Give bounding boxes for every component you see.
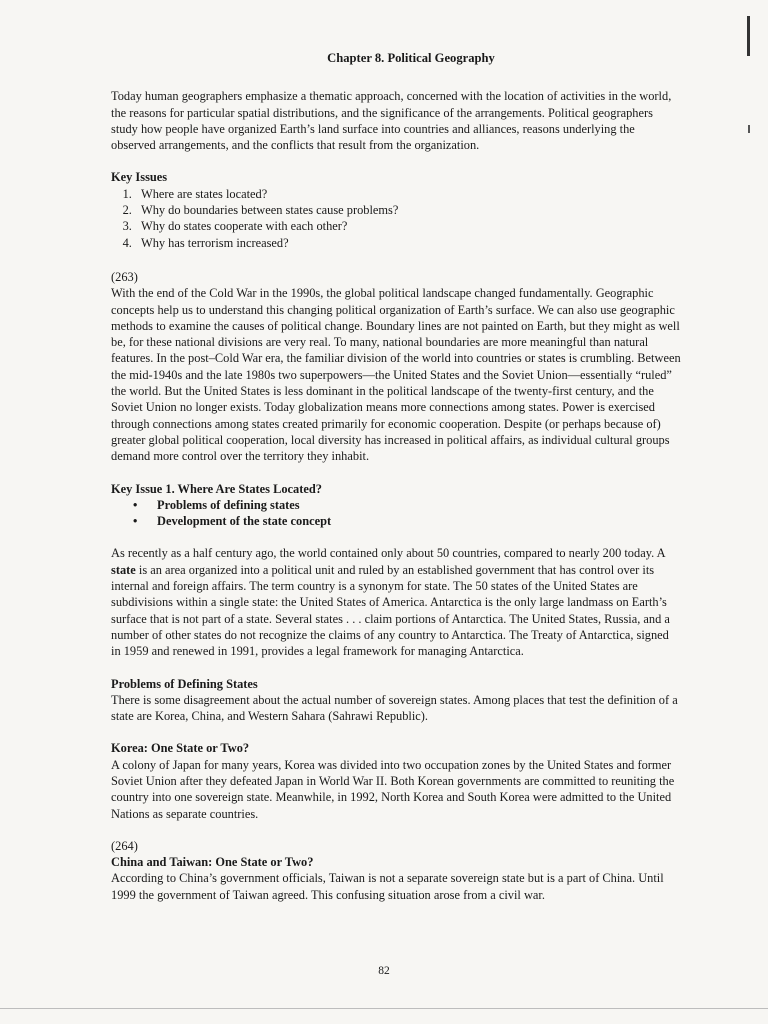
state-term: state	[111, 562, 136, 577]
page-ref-264: (264)	[111, 838, 138, 853]
chapter-title: Chapter 8. Political Geography	[327, 51, 495, 65]
scan-edge-mark-small	[748, 125, 750, 133]
china-text: According to China’s government officials, Taiwan is not a separate sovereign state but is a part of China. Until 1999 the government of Taiwan agreed. This confusing situation arose from a civil war.	[111, 871, 664, 902]
key-issues-heading: Key Issues	[111, 170, 168, 185]
bottom-rule	[0, 1008, 768, 1009]
bullet-item: • Development of the state concept	[133, 513, 681, 529]
key-issues-section	[111, 169, 681, 250]
problems-section	[111, 676, 681, 725]
key-issue-1-section	[111, 481, 681, 530]
korea-text: A colony of Japan for many years, Korea was divided into two occupation zones by the United States and former Soviet Union after they defeated Japan in World War II. Both Korean governments are committed to reuniting the country into one sovereign state. Meanwhile, in 1992, North Korea and South Korea were admitted to the United Nations as separate countries.	[111, 757, 675, 821]
page-number: 82	[378, 965, 390, 977]
korea-section	[111, 740, 681, 821]
state-para-before: As recently as a half century ago, the world contained only about 50 countries, compared to nearly 200 today. A	[111, 546, 665, 561]
scan-edge-mark	[747, 16, 750, 56]
korea-heading: Korea: One State or Two?	[111, 741, 250, 756]
bullet-item: • Problems of defining states	[133, 497, 681, 513]
china-heading: China and Taiwan: One State or Two?	[111, 855, 314, 870]
key-issue-1-bullets	[111, 497, 681, 530]
key-issues-list	[111, 186, 681, 251]
key-issue-item: 2. Why do boundaries between states cause problems?	[135, 202, 681, 218]
page-ref-263: (263)	[111, 269, 138, 284]
china-section	[111, 838, 681, 903]
key-issue-item: 3. Why do states cooperate with each other?	[135, 218, 681, 234]
key-issue-1-heading: Key Issue 1. Where Are States Located?	[111, 481, 322, 496]
document-page	[111, 50, 681, 903]
cold-war-paragraph: With the end of the Cold War in the 1990s, the global political landscape changed fundamentally. Geographic concepts help us to understand this changing political organization of Earth’s surface. We can also use geographic methods to examine the causes of political change. Boundary lines are not painted on Earth, but they might as well be, for these national divisions are very real. To many, national boundaries are more meaningful than natural features. In the post–Cold War era, the familiar division of the world into countries or states is crumbling. Between the mid-1940s and the late 1980s two superpowers—the United States and the Soviet Union—essentially “ruled” the world. But the United States is less dominant in the political landscape of the twenty-first century, and the Soviet Union no longer exists. Today globalization means more connections among states. Power is exercised through connections among states created primarily for economic cooperation. Despite (or perhaps because of) greater global political cooperation, local diversity has increased in political affairs, as individual cultural groups demand more control over the territory they inhabit.	[111, 286, 681, 464]
problems-heading: Problems of Defining States	[111, 676, 258, 691]
state-para-after: is an area organized into a political unit and ruled by an established government that has control over its internal and foreign affairs. The term country is a synonym for state. The 50 states of the United States are subdivisions within a single state: the United States of America. Antarctica is the only large landmass on Earth’s surface that is not part of a state. Several states . . . claim portions of Antarctica. The United States, Russia, and a number of other states do not recognize the claims of any country to Antarctica. The Treaty of Antarctica, signed in 1959 and renewed in 1991, provides a legal framework for managing Antarctica.	[111, 562, 670, 659]
key-issue-item: 4. Why has terrorism increased?	[135, 235, 681, 251]
key-issue-item: 1. Where are states located?	[135, 186, 681, 202]
intro-paragraph: Today human geographers emphasize a thematic approach, concerned with the location of activities in the world, the reasons for particular spatial distributions, and the significance of the arrangements. Political geographers study how people have organized Earth’s land surface into countries and alliances, reasons underlying the observed arrangements, and the conflicts that result from the organization.	[111, 89, 672, 153]
problems-text: There is some disagreement about the actual number of sovereign states. Among places that test the definition of a state are Korea, China, and Western Sahara (Sahrawi Republic).	[111, 692, 678, 724]
state-definition-paragraph	[111, 545, 681, 659]
